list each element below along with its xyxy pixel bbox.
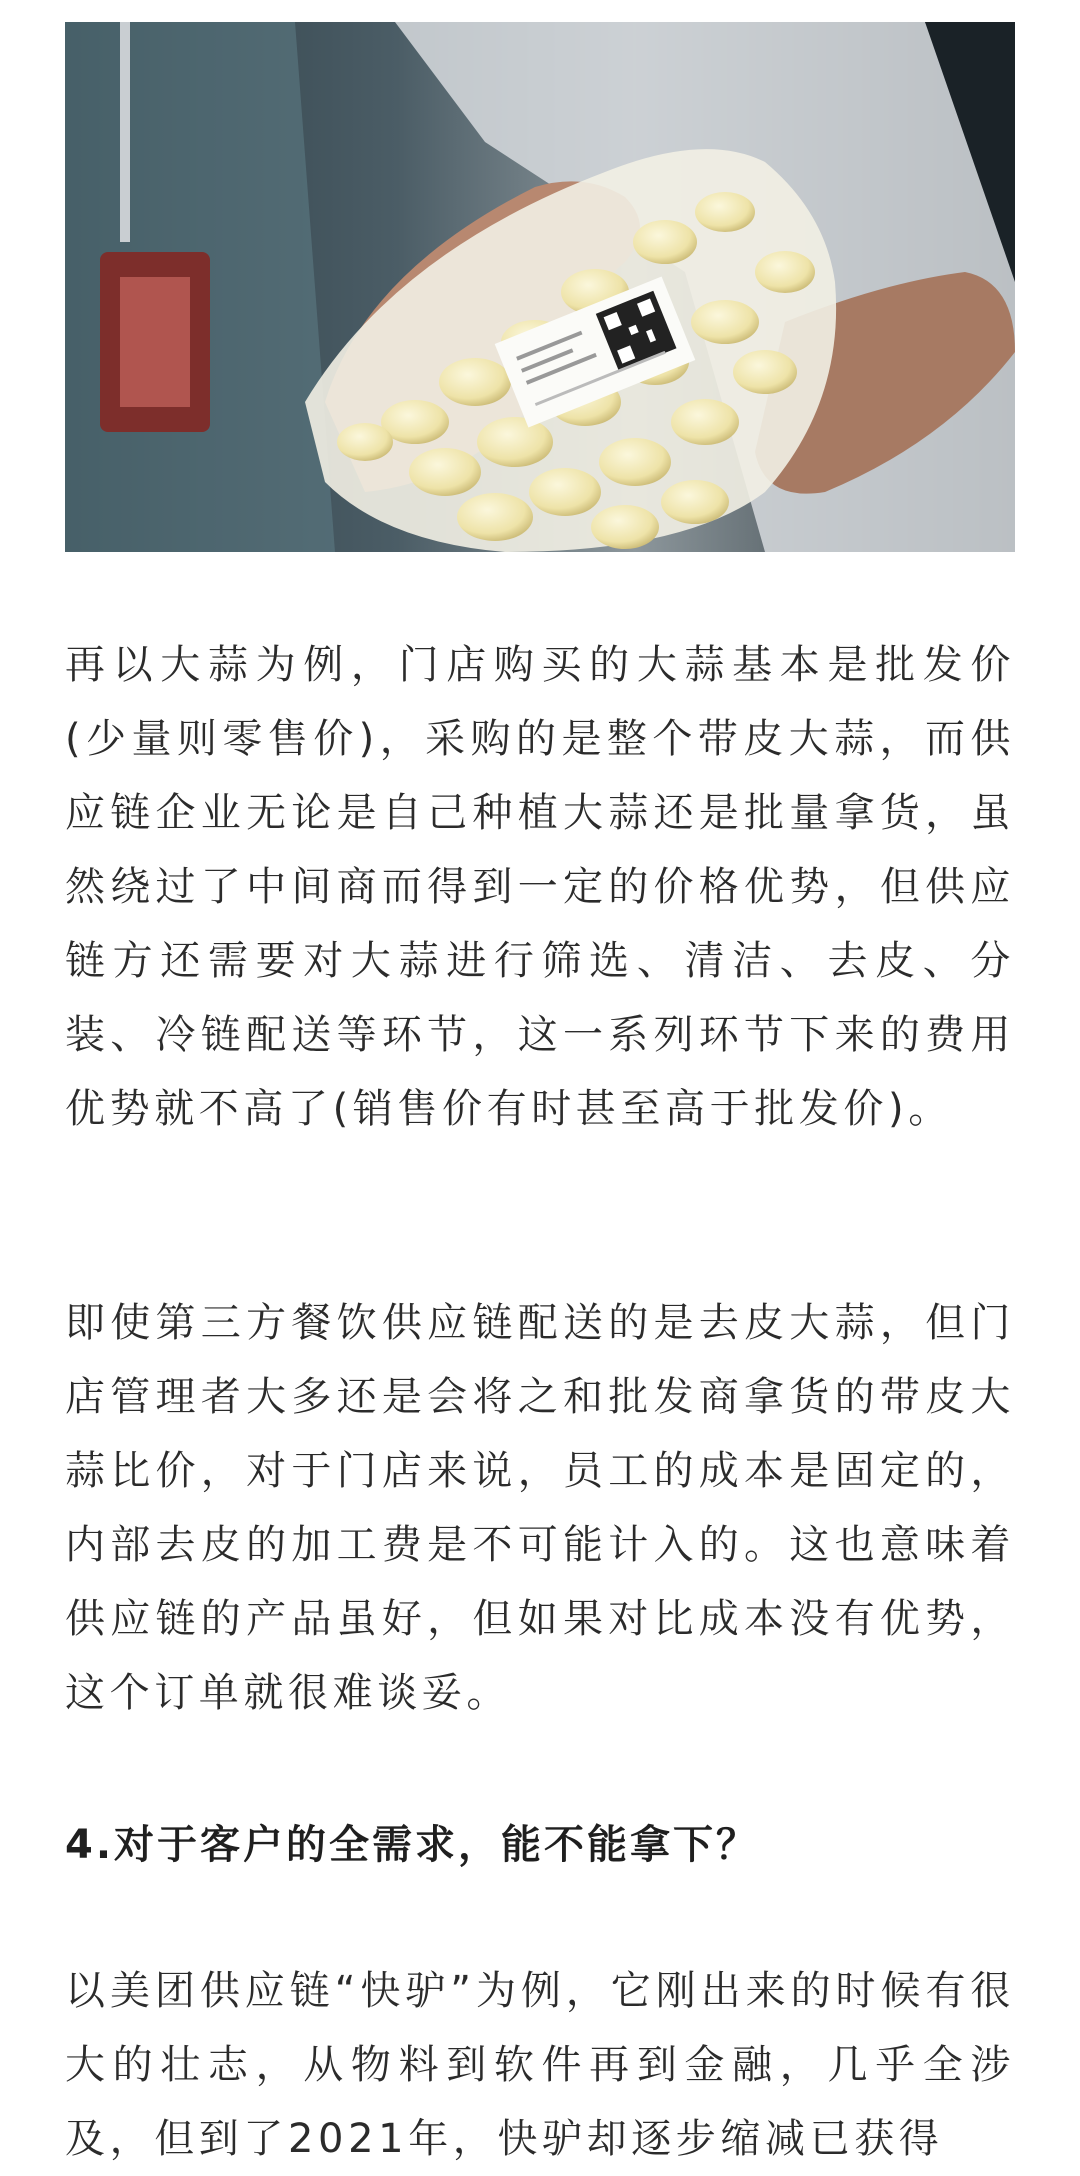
section-heading: 4.对于客户的全需求，能不能拿下？ (65, 1822, 760, 1868)
paragraph-peeled-garlic-pricing: 即使第三方餐饮供应链配送的是去皮大蒜，但门店管理者大多还是会将之和批发商拿货的带皮大蒜比价，对于门店来说，员工的成本是固定的，内部去皮的加工费是不可能计入的。这也意味着供应链的产品虽好，但如果对比成本没有优势，这个订单就很难谈妥。 (65, 1300, 1015, 1716)
garlic-bag-photo-icon (65, 22, 1015, 552)
paragraph-kuailv-example: 以美团供应链“快驴”为例，它刚出来的时候有很大的壮志，从物料到软件再到金融，几乎全涉及，但到了2021年，快驴却逐步缩减已获得 (65, 1968, 1015, 2162)
hero-photo (65, 22, 1015, 552)
article-body (65, 628, 1015, 2176)
paragraph-garlic-example: 再以大蒜为例，门店购买的大蒜基本是批发价(少量则零售价)，采购的是整个带皮大蒜，而供应链企业无论是自己种植大蒜还是批量拿货，虽然绕过了中间商而得到一定的价格优势，但供应链方还需要对大蒜进行筛选、清洁、去皮、分装、冷链配送等环节，这一系列环节下来的费用优势就不高了(销售价有时甚至高于批发价)。 (65, 642, 1015, 1132)
